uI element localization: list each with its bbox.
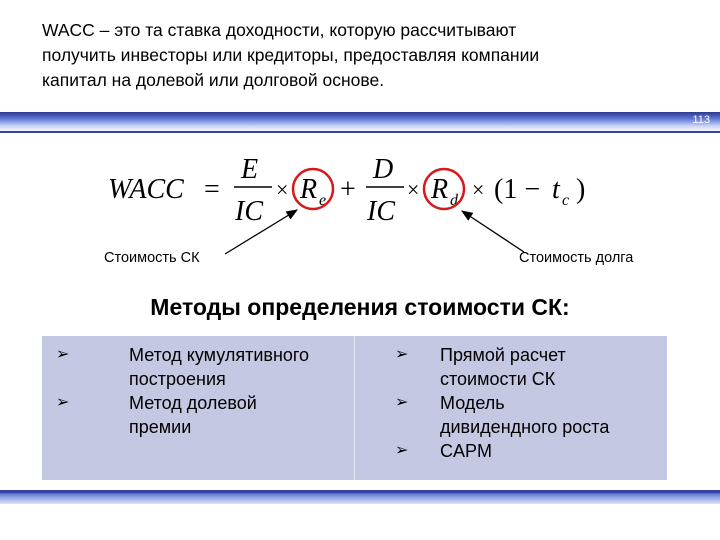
arrow-bullet-icon: ➢ [395,346,409,363]
formula-D: D [373,154,394,185]
formula-IC-2: IC [367,196,395,227]
method-line: стоимости СК [440,369,556,389]
formula-paren: (1 − [494,174,541,205]
formula-IC-1: IC [235,196,263,227]
page-number: 113 [692,114,710,126]
method-line: CAPM [440,441,493,461]
methods-heading: Методы определения стоимости СК: [150,294,570,320]
formula-E: E [241,154,259,185]
formula-sub-e: e [319,192,327,209]
bottom-divider-line [0,490,720,493]
formula-Rd: R [431,174,449,205]
equity-cost-label: Стоимость СК [104,250,200,266]
list-item [395,439,675,463]
method-line: Модель [440,393,505,413]
method-line: Прямой расчет [440,345,566,365]
formula-lhs: WACC [108,174,184,205]
methods-right-column [395,343,675,463]
formula-t: t [552,174,560,205]
arrow-bullet-icon: ➢ [395,394,409,411]
list-item [56,343,356,391]
formula-sub-d: d [450,192,458,209]
list-item [56,391,356,439]
intro-line-3: капитал на долевой или долговой основе. [42,70,385,90]
method-line: Метод долевой [129,393,257,413]
arrow-bullet-icon: ➢ [56,394,70,411]
method-line: премии [129,417,192,437]
method-line: дивидендного роста [440,417,610,437]
formula-equals: = [204,174,220,205]
list-item [395,343,675,391]
list-item [395,391,675,439]
formula-times-2: × [407,177,420,202]
intro-line-2: получить инвесторы или кредиторы, предоставляя компании [42,45,540,65]
arrow-to-re [225,210,297,254]
formula-plus: + [340,174,356,205]
formula-Re: R [300,174,318,205]
arrow-bullet-icon: ➢ [56,346,70,363]
formula-times-3: × [472,177,485,202]
intro-line-1: WACC – это та ставка доходности, которую рассчитывают [42,20,517,40]
methods-left-column [56,343,356,439]
formula-close-paren: ) [576,174,586,205]
method-line: построения [129,369,226,389]
debt-cost-label: Стоимость долга [519,250,634,266]
method-line: Метод кумулятивного [129,345,310,365]
formula-sub-c: c [562,192,570,209]
arrow-to-rd [462,211,524,252]
formula-times-1: × [276,177,289,202]
arrow-bullet-icon: ➢ [395,442,409,459]
